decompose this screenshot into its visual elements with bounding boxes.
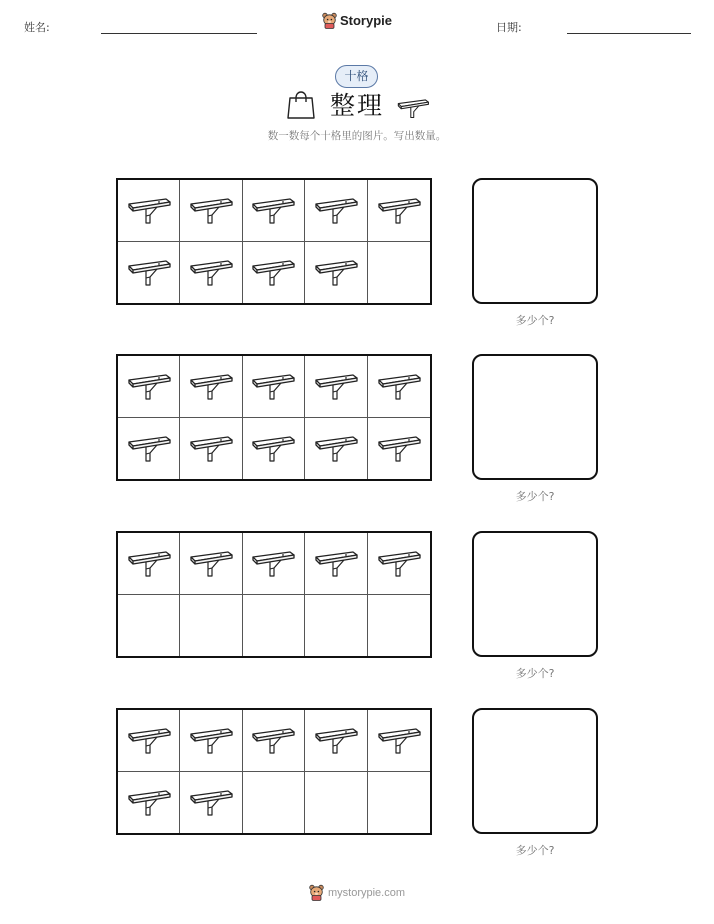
wall-shelf-icon	[188, 787, 234, 817]
ten-frame-cell	[305, 772, 367, 834]
ten-frame-cell	[243, 772, 305, 834]
date-label: 日期:	[496, 21, 522, 34]
ten-frame-cell	[180, 595, 242, 657]
ten-frame-cell	[243, 242, 305, 304]
wall-shelf-icon	[313, 725, 359, 755]
wall-shelf-icon	[313, 548, 359, 578]
bear-mascot-icon	[309, 884, 324, 901]
wall-shelf-icon	[188, 195, 234, 225]
wall-shelf-icon	[396, 97, 430, 119]
ten-frame-cell	[180, 710, 242, 772]
wall-shelf-icon	[250, 257, 296, 287]
ten-frame-cell	[305, 595, 367, 657]
wall-shelf-icon	[188, 433, 234, 463]
ten-frame-cell	[305, 180, 367, 242]
ten-frame-cell	[368, 418, 430, 480]
answer-box-2[interactable]	[472, 354, 598, 480]
ten-frame-cell	[368, 533, 430, 595]
ten-frame-cell	[368, 242, 430, 304]
wall-shelf-icon	[376, 548, 422, 578]
ten-frame-cell	[305, 533, 367, 595]
brand	[0, 12, 714, 33]
ten-frame-cell	[305, 242, 367, 304]
answer-box-4[interactable]	[472, 708, 598, 834]
ten-frame-3	[116, 531, 432, 658]
wall-shelf-icon	[126, 257, 172, 287]
ten-frame-cell	[118, 418, 180, 480]
wall-shelf-icon	[188, 371, 234, 401]
ten-frame-cell	[180, 180, 242, 242]
ten-frame-cell	[368, 180, 430, 242]
wall-shelf-icon	[250, 433, 296, 463]
wall-shelf-icon	[188, 725, 234, 755]
ten-frame-cell	[118, 356, 180, 418]
ten-frame-cell	[180, 772, 242, 834]
ten-frame-cell	[368, 356, 430, 418]
ten-frame-cell	[368, 710, 430, 772]
name-label: 姓名:	[24, 21, 50, 34]
answer-box-3[interactable]	[472, 531, 598, 657]
brand-name: Storypie	[339, 13, 392, 28]
ten-frame-cell	[368, 772, 430, 834]
topic-tag: 十格	[335, 65, 378, 88]
wall-shelf-icon	[376, 725, 422, 755]
how-many-label-2: 多少个?	[515, 490, 555, 503]
wall-shelf-icon	[250, 725, 296, 755]
ten-frame-cell	[118, 772, 180, 834]
ten-frame-cell	[118, 242, 180, 304]
ten-frame-cell	[243, 180, 305, 242]
ten-frame-cell	[305, 710, 367, 772]
bear-mascot-icon	[322, 12, 337, 29]
ten-frame-cell	[243, 710, 305, 772]
ten-frame-cell	[118, 595, 180, 657]
wall-shelf-icon	[313, 371, 359, 401]
instructions: 数一数每个十格里的图片。写出数量。	[267, 130, 447, 142]
ten-frame-cell	[180, 242, 242, 304]
wall-shelf-icon	[376, 433, 422, 463]
wall-shelf-icon	[188, 548, 234, 578]
ten-frame-1	[116, 178, 432, 305]
answer-box-1[interactable]	[472, 178, 598, 304]
wall-shelf-icon	[126, 548, 172, 578]
page-title: 整理	[329, 91, 384, 120]
wall-shelf-icon	[126, 371, 172, 401]
ten-frame-cell	[368, 595, 430, 657]
ten-frame-cell	[118, 710, 180, 772]
wall-shelf-icon	[188, 257, 234, 287]
ten-frame-cell	[305, 418, 367, 480]
ten-frame-cell	[243, 533, 305, 595]
footer	[0, 884, 714, 905]
how-many-label-1: 多少个?	[515, 314, 555, 327]
how-many-label-4: 多少个?	[515, 844, 555, 857]
wall-shelf-icon	[376, 371, 422, 401]
ten-frame-cell	[180, 533, 242, 595]
ten-frame-cell	[118, 180, 180, 242]
wall-shelf-icon	[250, 371, 296, 401]
wall-shelf-icon	[313, 195, 359, 225]
wall-shelf-icon	[250, 548, 296, 578]
ten-frame-cell	[243, 595, 305, 657]
footer-site[interactable]: mystorypie.com	[327, 886, 406, 899]
wall-shelf-icon	[313, 257, 359, 287]
date-line[interactable]	[567, 33, 691, 34]
ten-frame-cell	[118, 533, 180, 595]
ten-frame-cell	[180, 418, 242, 480]
ten-frame-2	[116, 354, 432, 481]
ten-frame-cell	[243, 418, 305, 480]
wall-shelf-icon	[126, 195, 172, 225]
wall-shelf-icon	[126, 725, 172, 755]
wall-shelf-icon	[376, 195, 422, 225]
ten-frame-cell	[305, 356, 367, 418]
wall-shelf-icon	[126, 433, 172, 463]
wall-shelf-icon	[250, 195, 296, 225]
ten-frame-cell	[180, 356, 242, 418]
wall-shelf-icon	[313, 433, 359, 463]
how-many-label-3: 多少个?	[515, 667, 555, 680]
ten-frame-4	[116, 708, 432, 835]
name-line[interactable]	[101, 33, 257, 34]
ten-frame-cell	[243, 356, 305, 418]
wall-shelf-icon	[126, 787, 172, 817]
